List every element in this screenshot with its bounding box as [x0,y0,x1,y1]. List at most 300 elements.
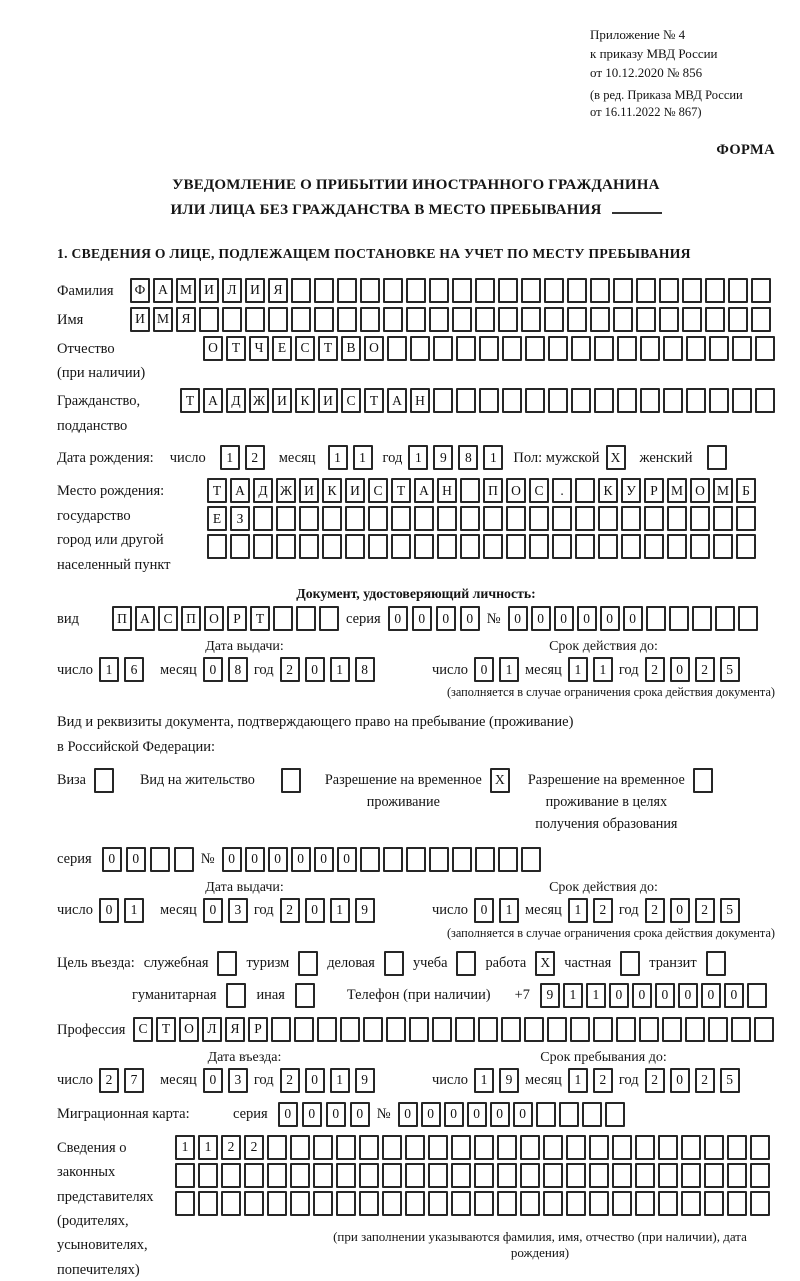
purpose-option-business-label: служебная [143,954,209,971]
form-cell [506,506,526,531]
form-cell [298,951,318,976]
purpose-option-humanitarian-label: гуманитарная [132,986,217,1003]
form-cell: X [490,768,510,793]
form-cell [709,388,729,413]
stay-day-label: число [432,1072,468,1088]
form-cell: Е [272,336,292,361]
phone-cells [540,983,767,1008]
form-cell [267,1135,287,1160]
form-cell: Б [736,478,756,503]
form-cell [498,278,518,303]
title-line-2: ИЛИ ЛИЦА БЕЗ ГРАЖДАНСТВА В МЕСТО ПРЕБЫВАНИЯ [170,201,602,218]
form-cell [222,307,242,332]
form-cell: Я [225,1017,245,1042]
representatives-label-line2: законных [57,1164,116,1181]
form-cell: М [713,478,733,503]
form-cell: А [135,606,155,631]
form-cell [639,1017,659,1042]
form-cell: С [368,478,388,503]
form-cell [198,1191,218,1216]
form-cell [226,983,246,1008]
form-cell: 0 [508,606,528,631]
form-cell [391,506,411,531]
purpose-option-other-label: иная [256,986,285,1003]
form-cell [175,1191,195,1216]
form-cell [345,534,365,559]
patronymic-label-line1: Отчество [57,340,115,357]
form-cell: 3 [228,898,248,923]
form-cell [386,1017,406,1042]
form-cell [405,1163,425,1188]
form-cell [728,307,748,332]
form-cell: 9 [540,983,560,1008]
phone-label: Телефон (при наличии) [346,986,491,1003]
form-cell [497,1135,517,1160]
birth-year-cells [408,445,503,470]
form-cell [497,1163,517,1188]
form-cell [593,1017,613,1042]
form-cell [659,307,679,332]
purpose-option-commercial-label: деловая [327,954,375,971]
form-cell [747,983,767,1008]
form-cell: 1 [408,445,428,470]
form-cell: 5 [720,1068,740,1093]
form-cell: 8 [458,445,478,470]
form-cell: Т [156,1017,176,1042]
form-cell: 6 [124,657,144,682]
form-cell [707,445,727,470]
form-cell [690,534,710,559]
edu-permit-checkbox [693,768,713,793]
form-cell: 9 [355,898,375,923]
form-cell [750,1191,770,1216]
doc-series-label: серия [346,610,381,627]
representatives-cells-row1 [175,1135,775,1160]
form-cell: 0 [701,983,721,1008]
patronymic-row [57,336,775,385]
doc-valid-month-label: месяц [524,661,562,678]
representatives-label-line3: представителях [57,1188,154,1205]
form-cell: 1 [483,445,503,470]
form-cell [382,1163,402,1188]
form-cell [640,388,660,413]
form-cell [359,1135,379,1160]
form-cell: 2 [99,1068,119,1093]
residence-permit-options [57,766,775,835]
form-cell [594,388,614,413]
form-cell [322,506,342,531]
form-cell: 0 [474,898,494,923]
form-cell [383,847,403,872]
birth-place-label [57,478,207,576]
form-cell [635,1191,655,1216]
form-cell [713,534,733,559]
form-cell [368,506,388,531]
form-cell: Л [222,278,242,303]
stay-until-date [432,1068,740,1093]
form-cell [669,606,689,631]
form-cell [336,1135,356,1160]
form-cell: А [414,478,434,503]
form-cell [520,1135,540,1160]
form-cell [452,278,472,303]
form-cell: 1 [568,657,588,682]
form-cell: Д [253,478,273,503]
form-cell [621,534,641,559]
form-cell [268,307,288,332]
form-cell [273,606,293,631]
form-cell: 0 [670,1068,690,1093]
form-cell [322,534,342,559]
form-cell: 0 [632,983,652,1008]
surname-cells [130,278,771,303]
form-cell [575,506,595,531]
form-cell [455,1017,475,1042]
form-cell: Т [391,478,411,503]
representatives-label-line1: Сведения о [57,1139,127,1156]
purpose-label: Цель въезда: [57,954,135,971]
form-cell [314,307,334,332]
purpose-tourism-checkbox [298,951,318,976]
entry-month-cells [203,1068,248,1093]
form-cell [429,847,449,872]
form-cell: 0 [623,606,643,631]
representatives-caption: (при заполнении указываются фамилия, имя, отчество (при наличии), дата рождения) [333,1228,747,1260]
form-cell [605,1102,625,1127]
form-cell [529,534,549,559]
doc-number-cells [508,606,758,631]
form-cell [543,1163,563,1188]
form-cell: 1 [499,898,519,923]
form-cell [414,534,434,559]
form-cell [736,506,756,531]
form-cell: 0 [302,1102,322,1127]
form-cell [732,336,752,361]
form-cell: И [318,388,338,413]
form-cell [571,336,591,361]
form-cell: 1 [499,657,519,682]
birth-month-cells [328,445,373,470]
form-cell [498,307,518,332]
identity-doc-dates [57,657,775,682]
form-cell: Ч [249,336,269,361]
form-cell [483,534,503,559]
appendix-reference [590,26,775,122]
form-cell [290,1191,310,1216]
form-cell [727,1191,747,1216]
form-cell: И [199,278,219,303]
form-cell [313,1163,333,1188]
form-cell: 2 [695,898,715,923]
entry-day-label: число [57,1072,93,1088]
form-cell [663,388,683,413]
form-cell: С [295,336,315,361]
form-cell [751,307,771,332]
form-cell [383,278,403,303]
form-cell: 0 [314,847,334,872]
form-cell [731,1017,751,1042]
form-cell [598,506,618,531]
form-cell [750,1135,770,1160]
citizenship-row [57,388,775,437]
entry-date-heading: Дата въезда: [207,1049,282,1065]
form-cell [520,1163,540,1188]
birth-place-label-line2: государство [57,507,131,524]
form-cell [727,1163,747,1188]
form-cell: И [299,478,319,503]
form-cell [732,388,752,413]
form-cell: Н [437,478,457,503]
residence-permit-label: Вид на жительство [139,771,255,788]
form-cell [506,534,526,559]
form-cell [478,1017,498,1042]
form-cell [521,278,541,303]
form-cell: 2 [280,898,300,923]
purpose-commercial-checkbox [384,951,404,976]
form-cell: К [322,478,342,503]
entry-month-label: месяц [159,1072,197,1088]
form-cell: И [345,478,365,503]
form-cell [751,278,771,303]
form-cell [690,506,710,531]
doc-issue-day-label: число [57,661,93,678]
form-cell [543,1191,563,1216]
form-cell [705,307,725,332]
form-cell [94,768,114,793]
form-cell: 8 [355,657,375,682]
form-cell: 0 [222,847,242,872]
appendix-line-2: к приказу МВД России [590,45,718,61]
purpose-private-checkbox [620,951,640,976]
form-cell: 0 [337,847,357,872]
doc-kind-cells [112,606,339,631]
form-cell [644,506,664,531]
form-cell: И [272,388,292,413]
residence-valid-date [432,898,740,923]
form-cell [382,1135,402,1160]
residence-issue-date [57,898,432,923]
residence-series-label: серия [57,851,92,867]
form-marker: ФОРМА [716,141,775,158]
form-cell: О [203,336,223,361]
form-cell: 0 [398,1102,418,1127]
temp-permit-option [325,766,510,813]
form-cell [384,951,404,976]
form-cell [405,1191,425,1216]
form-cell [359,1163,379,1188]
form-cell [290,1135,310,1160]
representatives-row [57,1135,775,1281]
form-cell [345,506,365,531]
form-cell [543,1135,563,1160]
form-cell [590,278,610,303]
birth-month-label: месяц [278,449,316,466]
form-cell: 1 [175,1135,195,1160]
form-cell: 0 [291,847,311,872]
form-cell: В [341,336,361,361]
form-cell [635,1163,655,1188]
form-cell [659,278,679,303]
temp-permit-checkbox [490,768,510,793]
form-cell: Е [207,506,227,531]
form-cell: 0 [678,983,698,1008]
form-cell [267,1191,287,1216]
form-cell [567,278,587,303]
form-cell [360,307,380,332]
patronymic-label-line2: (при наличии) [57,365,146,381]
form-cell [685,1017,705,1042]
residence-issue-month-label: месяц [159,902,197,918]
residence-valid-day-label: число [432,902,468,918]
phone-prefix: +7 [514,986,530,1003]
title-underline [612,197,662,214]
entry-purpose-row [57,951,775,976]
form-cell: 0 [99,898,119,923]
form-cell: 0 [460,606,480,631]
residence-doc-series-row [57,847,775,872]
form-cell [754,1017,774,1042]
migration-number-label: № [376,1106,391,1122]
representatives-label-line5: усыновителях, [57,1237,148,1254]
form-cell [479,388,499,413]
form-cell: 1 [124,898,144,923]
form-cell: 5 [720,898,740,923]
form-cell [566,1191,586,1216]
form-cell [658,1191,678,1216]
form-cell: П [112,606,132,631]
form-cell: 0 [577,606,597,631]
birth-place-label-line3: город или другой [57,532,164,549]
form-cell: С [341,388,361,413]
form-cell [536,1102,556,1127]
birth-place-label-line1: Место рождения: [57,483,165,500]
amendment-line-1: (в ред. Приказа МВД России [590,87,743,102]
form-cell: 0 [609,983,629,1008]
birth-place-row [57,478,775,576]
stay-month-label: месяц [524,1072,562,1088]
form-cell [150,847,170,872]
birth-place-label-line4: населенный пункт [57,556,171,573]
form-cell: 1 [593,657,613,682]
form-cell [290,1163,310,1188]
form-cell: О [179,1017,199,1042]
form-title [57,173,775,222]
doc-valid-day-cells [474,657,519,682]
form-cell [692,606,712,631]
form-cell: 0 [467,1102,487,1127]
entry-dates [57,1068,775,1093]
form-cell [456,388,476,413]
representatives-cells [175,1135,775,1261]
form-cell [387,336,407,361]
purpose-option-tourism-label: туризм [246,954,290,971]
form-cell [460,506,480,531]
form-cell [571,388,591,413]
form-cell [474,1135,494,1160]
form-cell: 0 [490,1102,510,1127]
citizenship-label-line1: Гражданство, [57,393,141,410]
form-cell [276,506,296,531]
form-cell: П [181,606,201,631]
form-cell [613,278,633,303]
amendment-line-2: от 16.11.2022 № 867) [590,105,702,120]
section1-heading: 1. СВЕДЕНИЯ О ЛИЦЕ, ПОДЛЕЖАЩЕМ ПОСТАНОВКЕ НА УЧЕТ ПО МЕСТУ ПРЕБЫВАНИЯ [57,245,691,261]
purpose-work-checkbox [535,951,555,976]
form-cell [575,534,595,559]
form-cell: 2 [645,1068,665,1093]
form-cell: 1 [353,445,373,470]
form-cell [640,336,660,361]
form-cell [391,534,411,559]
form-cell [428,1191,448,1216]
residence-valid-year-label: год [618,902,639,918]
form-cell [525,388,545,413]
residence-doc-intro-line2: в Российской Федерации: [57,738,216,755]
form-cell [501,1017,521,1042]
edu-permit-label-line3: получения образования [535,815,678,832]
purpose-business-checkbox [217,951,237,976]
form-cell [299,534,319,559]
residence-valid-year-cells [645,898,740,923]
form-cell [276,534,296,559]
title-line-1: УВЕДОМЛЕНИЕ О ПРИБЫТИИ ИНОСТРАННОГО ГРАЖДАНИНА [172,176,660,193]
form-cell: 0 [203,1068,223,1093]
form-cell [544,307,564,332]
form-cell: Я [176,307,196,332]
form-cell [313,1135,333,1160]
form-cell [414,506,434,531]
form-cell [521,847,541,872]
form-cell: 0 [305,1068,325,1093]
form-cell [314,278,334,303]
visa-checkbox [94,768,114,793]
form-cell [594,336,614,361]
form-cell [429,307,449,332]
representatives-cells-row2 [175,1163,775,1188]
form-cell: 0 [350,1102,370,1127]
form-cell [428,1135,448,1160]
doc-valid-date [432,657,740,682]
form-cell [217,951,237,976]
form-cell [646,606,666,631]
form-cell: Т [226,336,246,361]
patronymic-label [57,336,203,385]
appendix-line-1: Приложение № 4 [590,27,686,42]
form-cell [406,307,426,332]
form-cell [715,606,735,631]
doc-issue-month-cells [203,657,248,682]
form-cell: 0 [444,1102,464,1127]
stay-until-heading: Срок пребывания до: [540,1049,667,1065]
doc-valid-day-label: число [432,661,468,678]
form-cell: 0 [724,983,744,1008]
entry-year-label: год [253,1072,274,1088]
form-cell [221,1163,241,1188]
form-cell: X [606,445,626,470]
sex-male-checkbox [606,445,626,470]
form-cell [728,278,748,303]
given-name-row [57,307,775,332]
stay-year-cells [645,1068,740,1093]
form-cell [502,388,522,413]
form-cell [299,506,319,531]
edu-permit-label-line2: проживание в целях [545,793,668,810]
form-cell [708,1017,728,1042]
birth-year-label: год [382,449,403,466]
form-cell [409,1017,429,1042]
form-cell [644,534,664,559]
form-cell: Ж [249,388,269,413]
